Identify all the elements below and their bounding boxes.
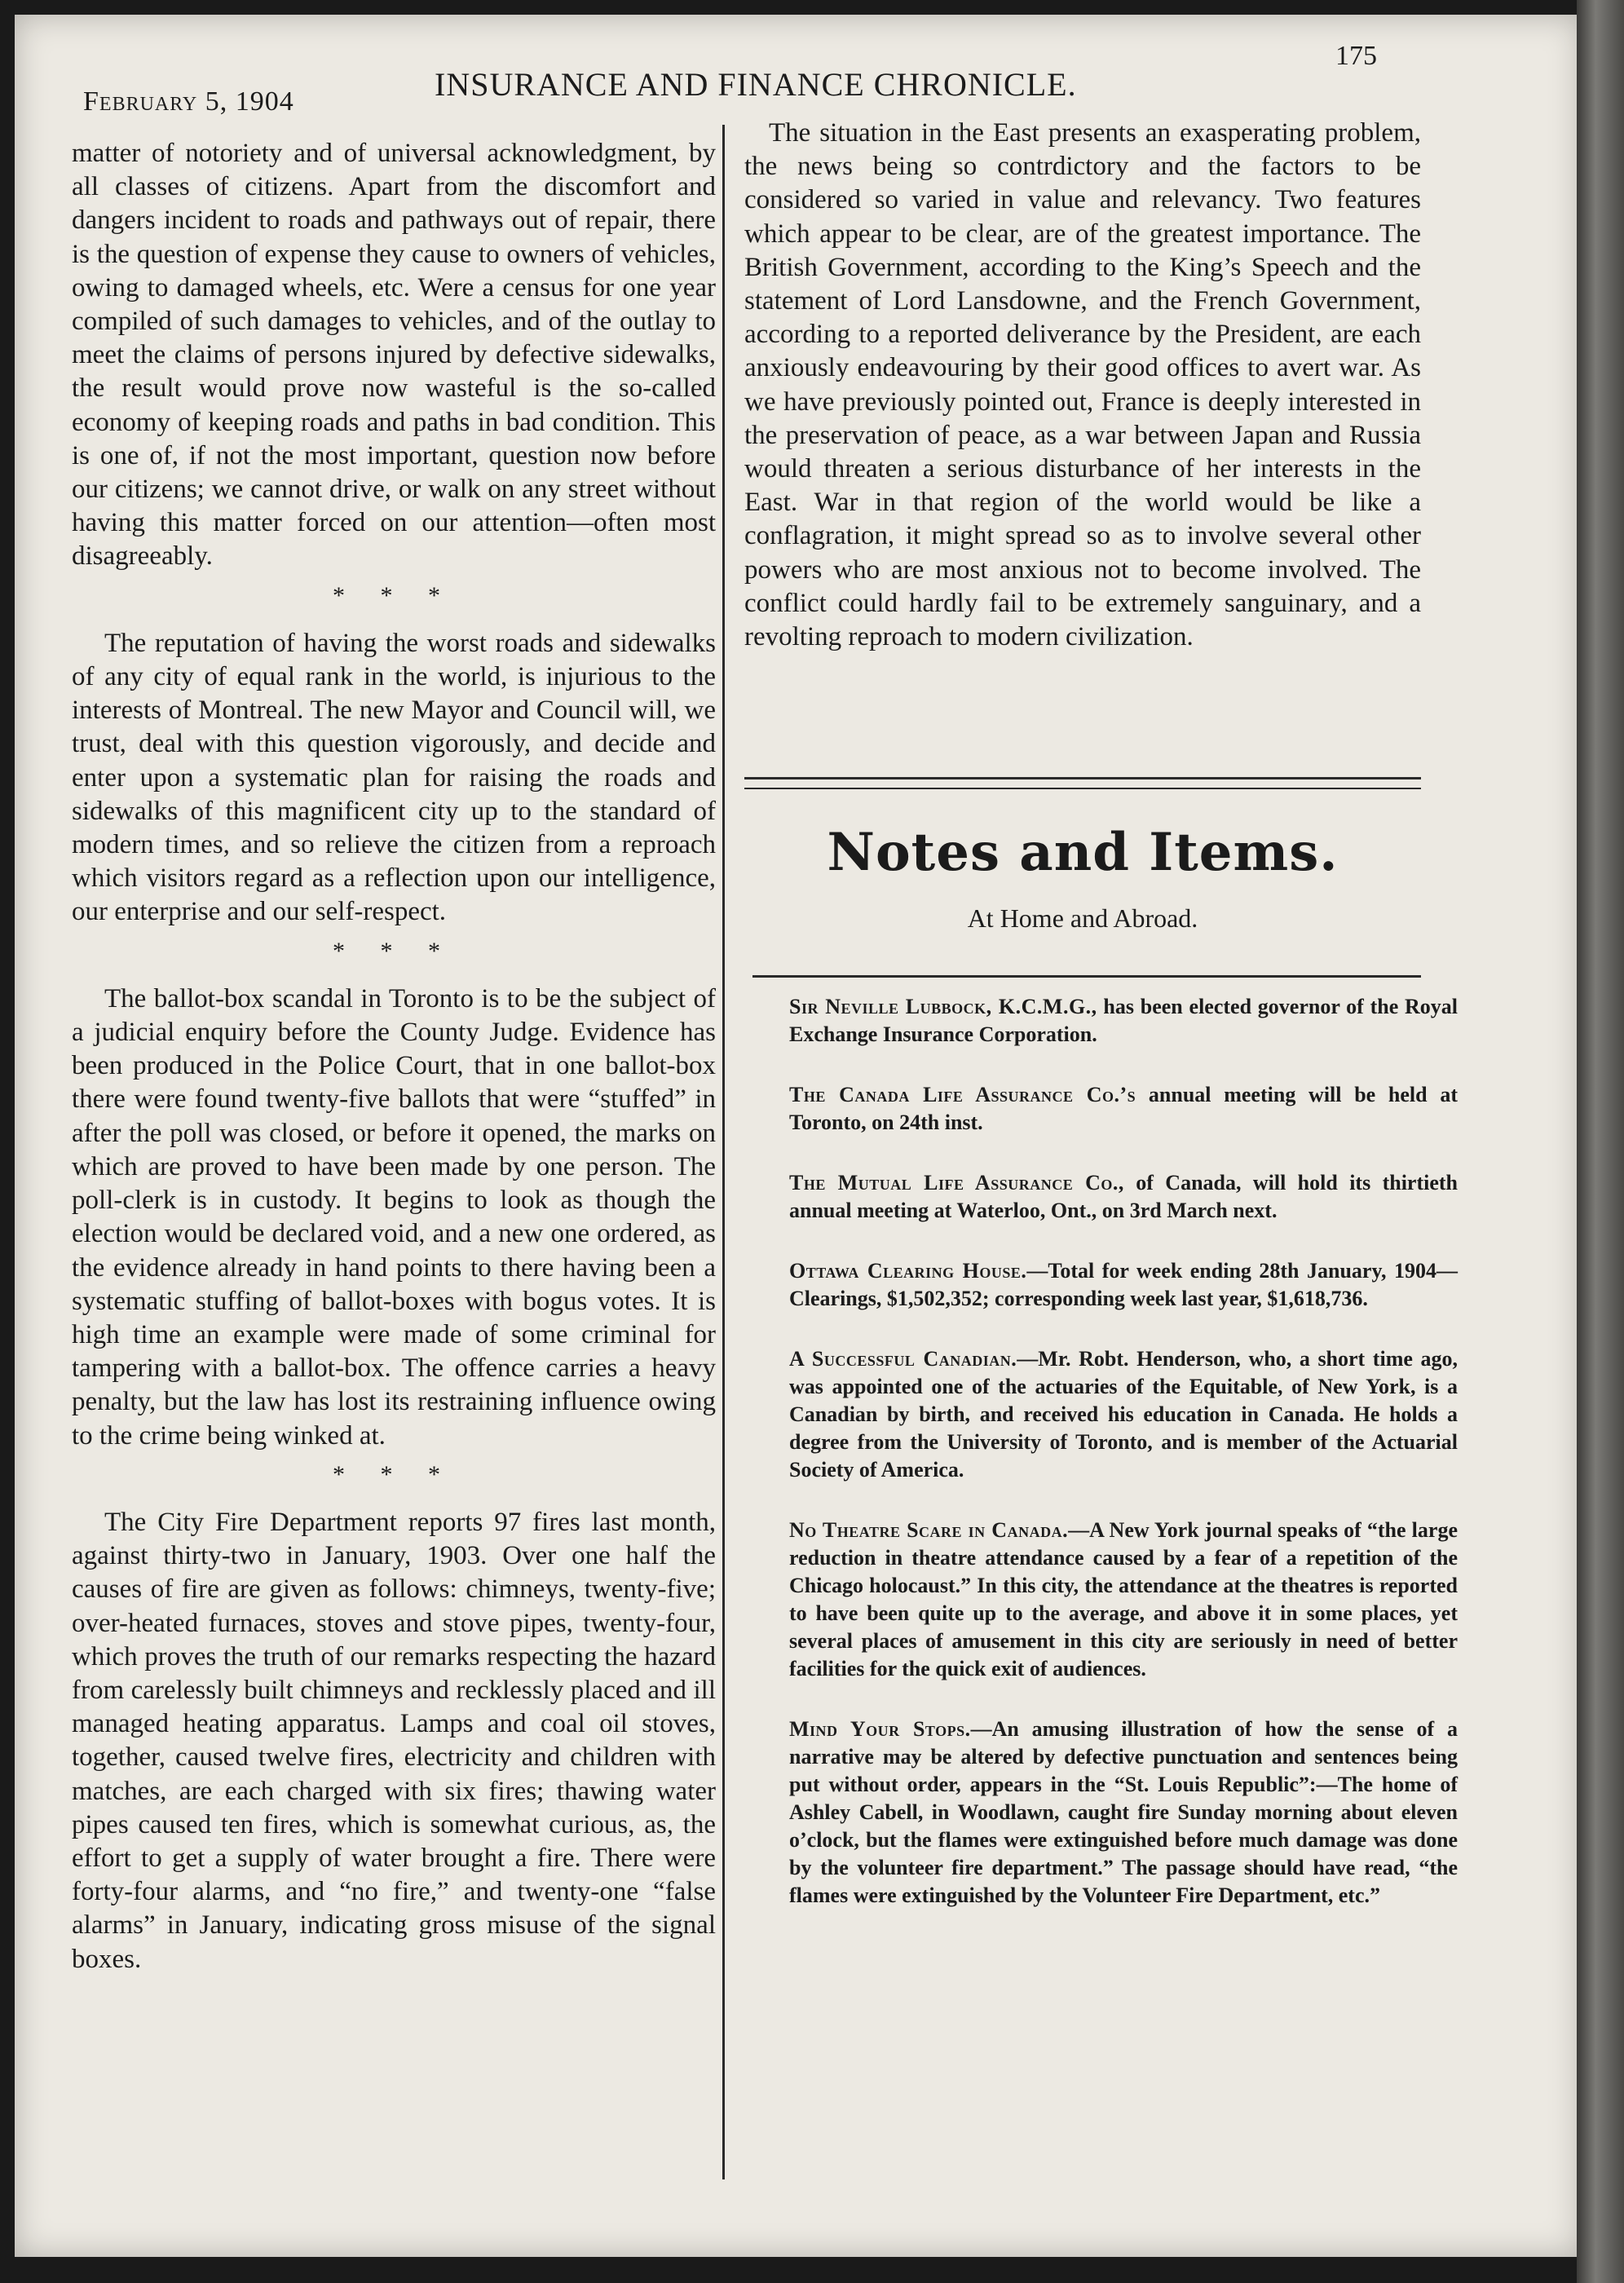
notes-items xyxy=(789,993,1458,1942)
news-item xyxy=(789,1345,1458,1484)
newspaper-page xyxy=(15,15,1582,2257)
paragraph-ballot-box: The ballot-box scandal in Toronto is to be the subject of a judicial enquiry before the County Judge. Evidence has been produced in the Police Court, that in one ballot-box there were found twenty-five ballots that were “stuffed” in after the poll was closed, or before it opened, the marks on which are proved to have been made by one person. The poll-clerk is in custody. It begins to look as though the election would be declared void, and a new one ordered, as the evidence already in hand points to there having been a systematic stuffing of ballot-boxes with bogus votes. It is high time an example were made of some criminal for tampering with a ballot-box. The offence carries a heavy penalty, but the law has lost its restraining influence owing to the crime being winked at. xyxy=(72,983,716,1451)
news-item xyxy=(789,1257,1458,1313)
right-column xyxy=(744,117,1421,654)
news-item xyxy=(789,1169,1458,1225)
notes-section-heading: Notes and Items. xyxy=(827,822,1339,883)
page-number: 175 xyxy=(1335,41,1377,71)
notes-section-subheading: At Home and Abroad. xyxy=(967,903,1198,933)
item-text: annual meeting will be held at Toronto, on 24th inst. xyxy=(789,1083,1459,1134)
item-text: of Canada, will hold its thirtieth annual meeting at Waterloo, Ont., on 3rd March next. xyxy=(789,1171,1458,1222)
rule-divider xyxy=(752,975,1421,978)
section-separator: * * * xyxy=(333,937,455,965)
item-lead: The Canada Life Assurance Co.’s xyxy=(789,1083,1136,1106)
column-divider xyxy=(722,125,725,2179)
item-lead: Mind Your Stops. xyxy=(789,1717,971,1741)
left-column xyxy=(72,137,716,1976)
section-separator: * * * xyxy=(333,581,455,609)
item-text: —Mr. Robt. Henderson, who, a short time ago, was appointed one of the actuaries of the Equitable, of New York, is a Canadian by birth, and received his education in Canada. He holds a degree from the University of Toronto, and is member of the Actuarial Society of America. xyxy=(789,1347,1458,1482)
item-text: —An amusing illustration of how the sense of a narrative may be altered by defective punctuation and sentences being put without order, appears in the “St. Louis Republic”:—The home of Ashley Cabell, in Woodlawn, caught fire Sunday morning about eleven o’clock, but the flames were extinguished before much damage was done by the volunteer fire department.” The passage should have read, “the flames were extinguished by the Volunteer Fire Department, etc.” xyxy=(789,1717,1458,1907)
paragraph-montreal: The reputation of having the worst roads and sidewalks of any city of equal rank in the world, is injurious to the interests of Montreal. The new Mayor and Council will, we trust, deal with this question vigorously, and decide and enter upon a systematic plan for raising the roads and sidewalks of this magnificent city up to the standard of modern times, and so relieve the citizen from a reproach which visitors regard as a reflection upon our intelligence, our enterprise and our self-respect. xyxy=(72,628,716,927)
paragraph-roads: matter of notoriety and of universal acknowledgment, by all classes of citizens. Apart from the discomfort and dangers incident to roads and pathways out of repair, there is the question of expense they cause to owners of vehicles, owing to damaged wheels, etc. Were a census for one year compiled of such damages to vehicles, and of the outlay to meet the claims of persons injured by defective sidewalks, the result would prove now wasteful is the so-called economy of keeping roads and paths in bad condition. This is one of, if not the most important, question now before our citizens; we cannot drive, or walk on any street without having this matter forced on our attention—often most disagreeably. xyxy=(72,139,716,572)
news-item xyxy=(789,1716,1458,1910)
item-lead: A Successful Canadian. xyxy=(789,1347,1017,1371)
item-lead: The Mutual Life Assurance Co., xyxy=(789,1171,1124,1194)
binding-spine xyxy=(1577,0,1624,2283)
news-item xyxy=(789,1517,1458,1683)
item-text: —Total for week ending 28th January, 1904—Clearings, $1,502,352; corresponding week last year, $1,618,736. xyxy=(789,1259,1458,1310)
paragraph-fire-department: The City Fire Department reports 97 fires last month, against thirty-two in January, 1903. Over one half the causes of fire are given as follows: chimneys, twenty-five; over-heated furnaces, stoves and stove pipes, twenty-four, which proves the truth of our remarks respecting the hazard from carelessly built chimneys and recklessly placed and ill managed heating apparatus. Lamps and coal oil stoves, together, caused twelve fires, electricity and children with matches, are each charged with six fires; thawing water pipes caused ten fires, which is somewhat curious, as, the effort to get a supply of water brought a fire. There were forty-four alarms, and “no fire,” and twenty-one “false alarms” in January, indicating gross misuse of the signal boxes. xyxy=(72,1507,716,1974)
item-text: —A New York journal speaks of “the large reduction in theatre attendance caused by a fear of a repetition of the Chicago holocaust.” In this city, the attendance at the theatres is reported to have been quite up to the average, and above it in some places, yet several places of amusement in this city are seriously in need of better facilities for the quick exit of audiences. xyxy=(789,1518,1458,1680)
issue-date: February 5, 1904 xyxy=(83,86,294,117)
section-separator: * * * xyxy=(333,1460,455,1488)
item-lead: Sir Neville Lubbock, K.C.M.G., xyxy=(789,995,1097,1018)
item-lead: No Theatre Scare in Canada. xyxy=(789,1518,1069,1542)
paragraph-east-situation: The situation in the East presents an exasperating problem, the news being so contrdictory and the factors to be considered so varied in value and relevancy. Two features which appear to be clear, are of the greatest importance. The British Government, according to the King’s Speech and the statement of Lord Lansdowne, and the French Government, according to a reported deliverance by the President, are each anxiously endeavouring by their good offices to avert war. As we have previously pointed out, France is deeply interested in the preservation of peace, as a war between Japan and Russia would threaten a serious disturbance of her interests in the East. War in that region of the world would be like a conflagration, it might spread so as to involve several other powers who are most anxious not to become involved. The conflict could hardly fail to be extremely sanguinary, and a revolting reproach to modern civilization. xyxy=(744,118,1421,652)
item-text: has been elected governor of the Royal Exchange Insurance Corporation. xyxy=(789,995,1458,1046)
journal-title: INSURANCE AND FINANCE CHRONICLE. xyxy=(435,66,1077,103)
news-item xyxy=(789,1081,1458,1137)
page-header xyxy=(64,39,1450,121)
double-rule-divider xyxy=(744,777,1421,789)
item-lead: Ottawa Clearing House. xyxy=(789,1259,1027,1283)
news-item xyxy=(789,993,1458,1049)
